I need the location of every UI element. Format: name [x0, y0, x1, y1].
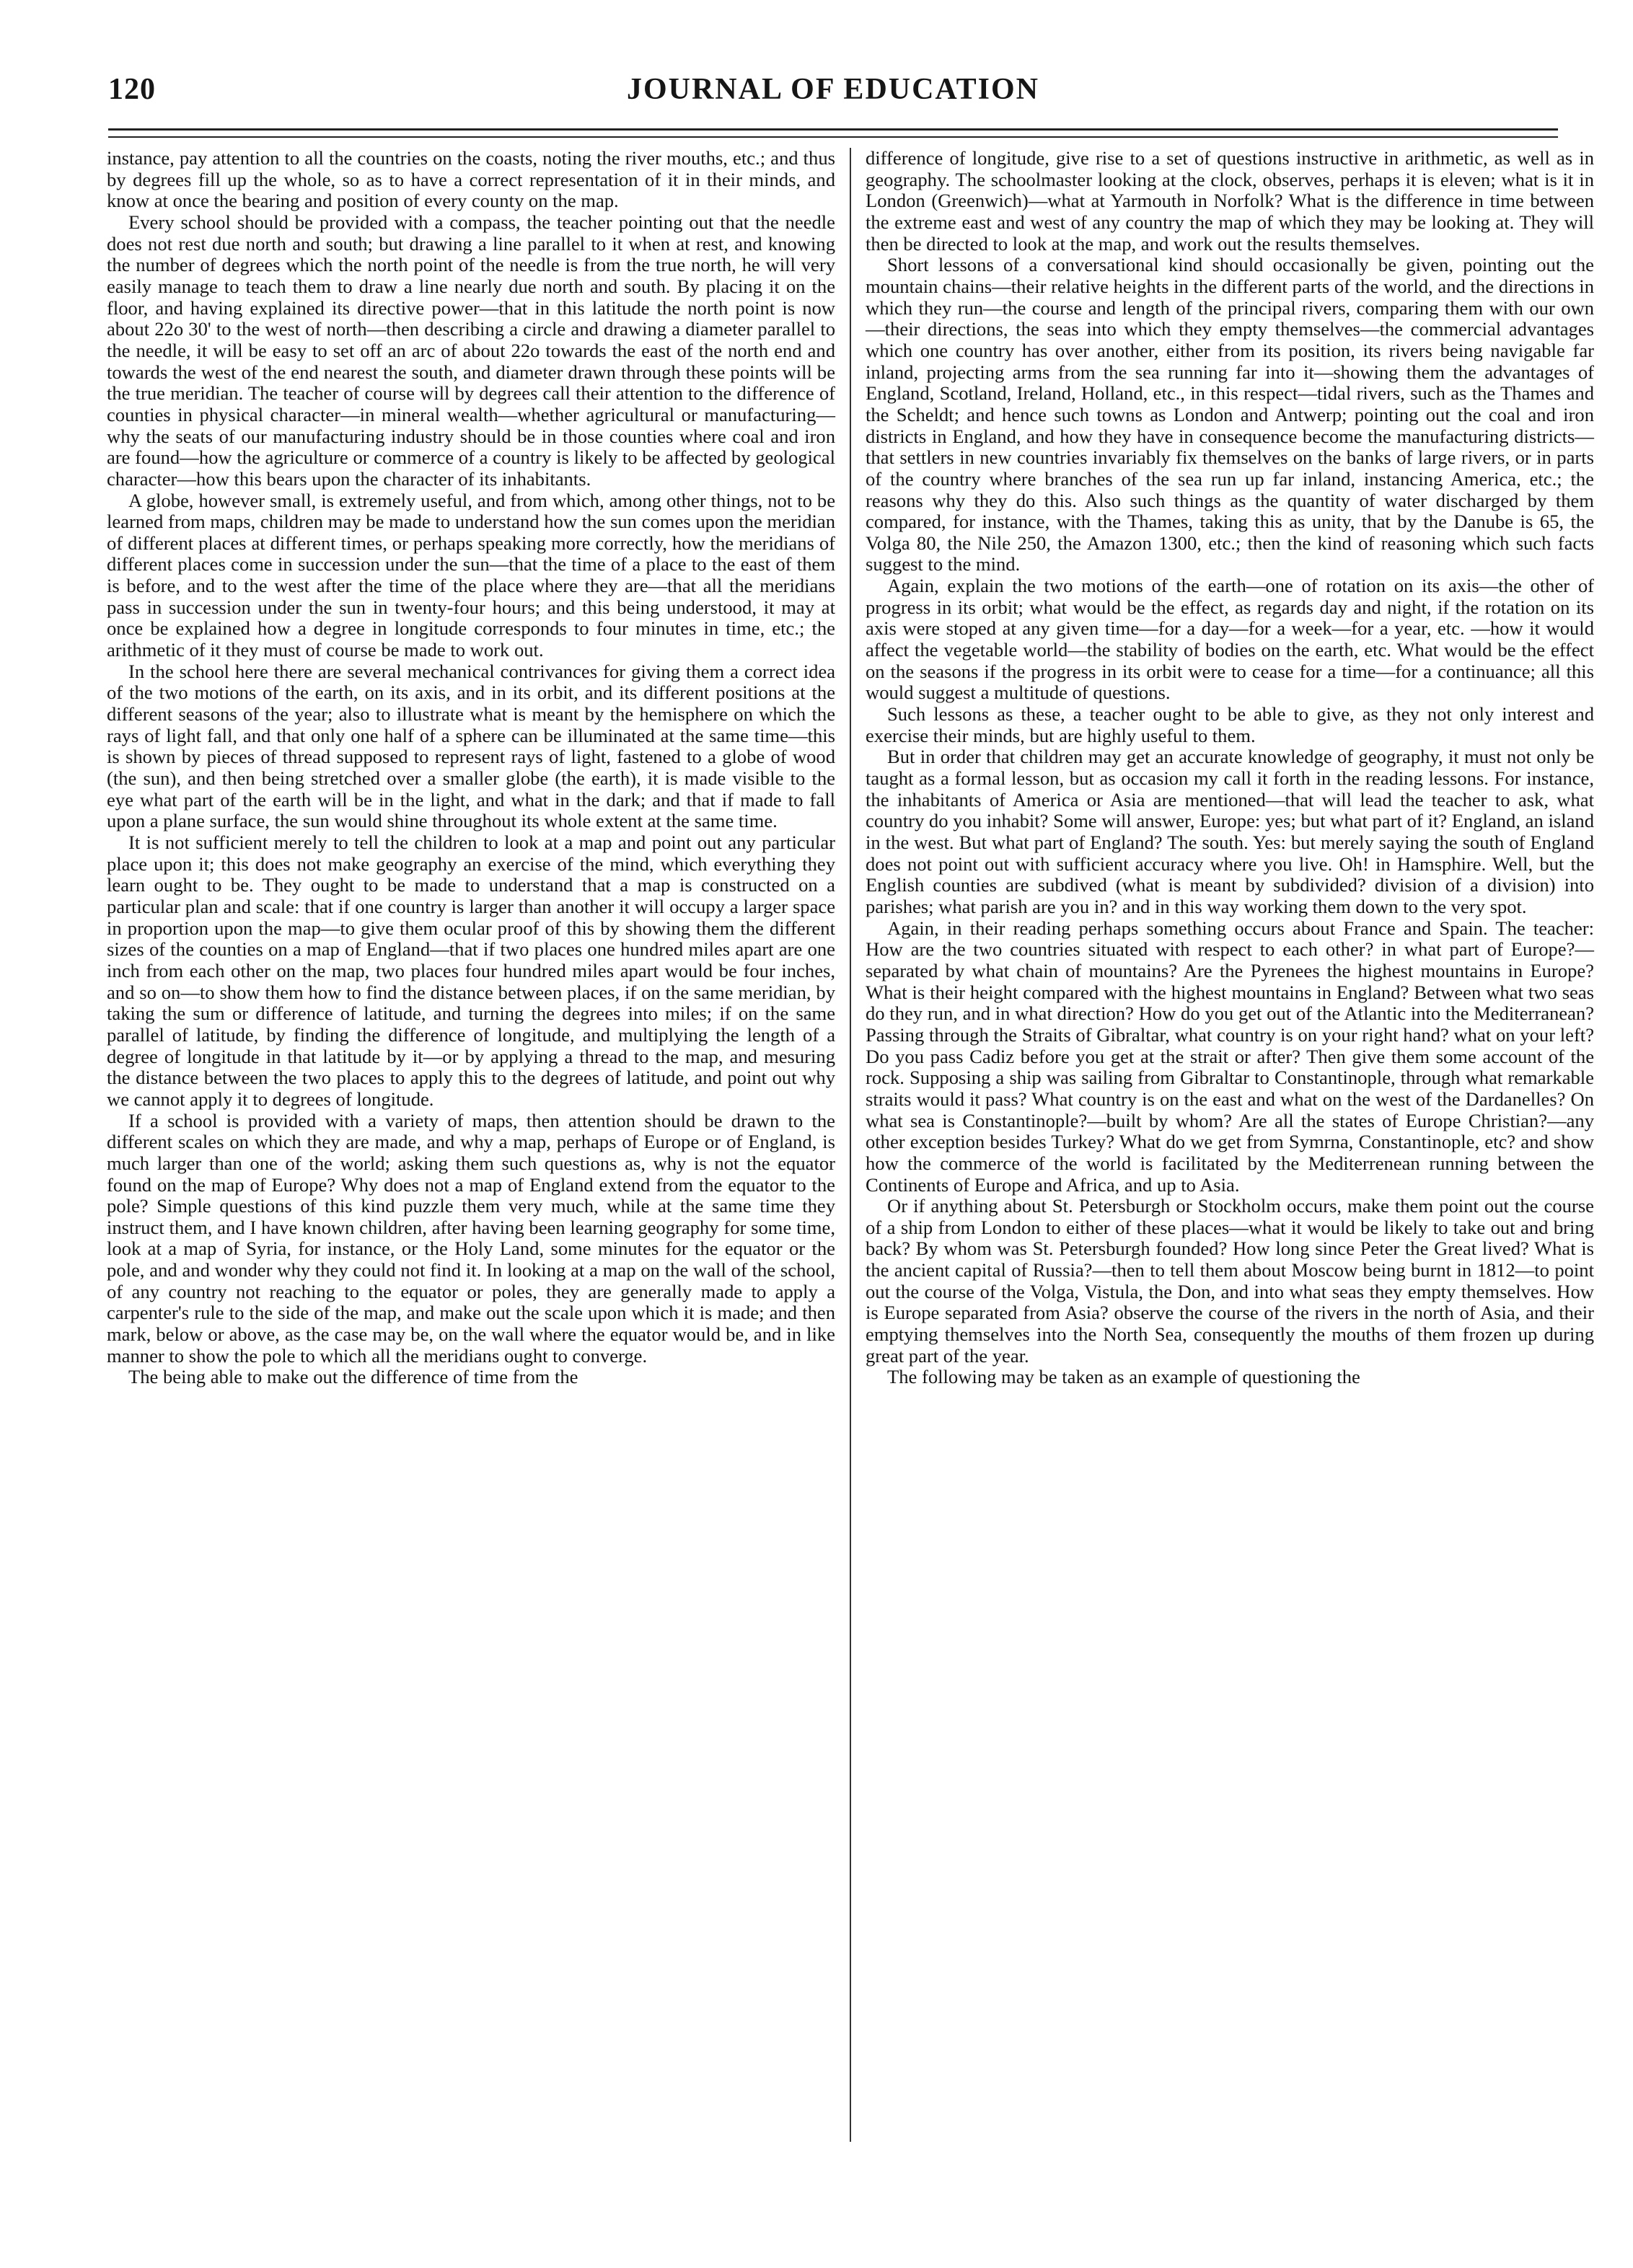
paragraph: If a school is provided with a variety of maps, then attention should be drawn to the different scales on which they are made, and why a map, perhaps of Europe or of England, is much larger than one of the world; asking them such questions as, why is not the equator found on the map of Europe? Why does not a map of England extend from the equator to the pole? Simple questions of this kind puzzle them very much, while at the same time they instruct them, and I have known children, after having been learning geography for some time, look at a map of Syria, for instance, or the Holy Land, some minutes for the equator or the pole, and and wonder why they could not find it. In looking at a map on the wall of the school, of any country not reaching to the equator or poles, they are generally made to apply a carpenter's rule to the side of the map, and make out the scale upon which it is made; and then mark, below or above, as the case may be, on the wall where the equator would be, and in like manner to show the pole to which all the meridians ought to converge.: [107, 1109, 835, 1367]
paragraph: Short lessons of a conversational kind should occasionally be given, pointing out the mountain chains—their relative heights in the different parts of the world, and the directions in which they run—the course and length of the principal rivers, comparing them with our own—their directions, the seas into which they empty themselves—the commercial advantages which one country has over another, either from its position, its rivers being navigable far inland, projecting arms from the sea running far into it—showing them the advantages of England, Scotland, Ireland, Holland, etc., in this respect—tidal rivers, such as the Thames and the Scheldt; and hence such towns as London and Antwerp; pointing out the coal and iron districts in England, and how they have in consequence become the manufacturing districts—that settlers in new countries invariably fix themselves on the banks of large rivers, or in parts of the country where branches of the sea run up far inland, instancing America, etc.; the reasons why they do this. Also such things as the quantity of water discharged by them compared, for instance, with the Thames, taking this as unity, that by the Danube is 65, the Volga 80, the Nile 250, the Amazon 1300, etc.; then the kind of reasoning which such facts suggest to the mind.: [866, 254, 1594, 575]
page-number: 120: [108, 73, 156, 106]
right-column: [866, 148, 1594, 1388]
paragraph: A globe, however small, is extremely useful, and from which, among other things, not to be learned from maps, children may be made to understand how the sun comes upon the meridian of different places at different times, or perhaps speaking more correctly, how the meridians of different places come in succession under the sun—that the time of a place to the east of them is before, and to the west after the time of the place where they are—that all the meridians pass in succession under the sun in twenty-four hours; and this being understood, it may at once be explained how a degree in longitude corresponds to four minutes in time, etc.; the arithmetic of it they must of course be made to work out.: [107, 489, 835, 661]
left-column: [107, 148, 835, 1388]
paragraph: Or if anything about St. Petersburgh or Stockholm occurs, make them point out the course of a ship from London to either of these places—what it would be likely to take out and bring back? By whom was St. Petersburgh founded? How long since Peter the Great lived? What is the ancient capital of Russia?—then to tell them about Moscow being burnt in 1812—to point out the course of the Volga, Vistula, the Don, and into what seas they empty themselves. How is Europe separated from Asia? observe the course of the rivers in the north of Asia, and their emptying themselves into the North Sea, consequently the mouths of them frozen up during great part of the year.: [866, 1195, 1594, 1367]
paragraph: It is not sufficient merely to tell the children to look at a map and point out any particular place upon it; this does not make geography an exercise of the mind, which everything they learn ought to be. They ought to be made to understand that a map is constructed on a particular plan and scale: that if one country is larger than another it will occupy a larger space in proportion upon the map—to give them ocular proof of this by showing them the different sizes of the counties on a map of England—that if two places one hundred miles apart are one inch from each other on the map, two places four hundred miles apart would be four inches, and so on—to show them how to find the distance between places, if on the same meridian, by taking the sum or difference of latitude, and turning the degrees into miles; if on the same parallel of latitude, by finding the difference of longitude, and multiplying the length of a degree of longitude in that latitude by it—or by applying a thread to the map, and mesuring the distance between the two places to apply this to the degrees of latitude, and point out why we cannot apply it to degrees of longitude.: [107, 831, 835, 1110]
paragraph: In the school here there are several mechanical contrivances for giving them a correct idea of the two motions of the earth, on its axis, and in its orbit, and its different positions at the different seasons of the year; also to illustrate what is meant by the hemisphere on which the rays of light fall, and that only one half of a sphere can be illuminated at the same time—this is shown by pieces of thread supposed to represent rays of light, fastened to a globe of wood (the sun), and then being stretched over a smaller globe (the earth), it is made visible to the eye what part of the earth will be in the light, and what in the dark; and that if made to fall upon a plane surface, the sun would shine throughout its whole extent at the same time.: [107, 660, 835, 832]
header-double-rule: [108, 128, 1558, 138]
journal-title: JOURNAL OF EDUCATION: [626, 73, 1040, 106]
paragraph: Again, explain the two motions of the earth—one of rotation on its axis—the other of progress in its orbit; what would be the effect, as regards day and night, if the rotation on its axis were stoped at any given time—for a day—for a week—for a year, etc. —how it would affect the vegetable world—the stability of bodies on the earth, etc. What would be the effect on the seasons if the progress in its orbit were to cease for a time—for a continuance; all this would suggest a multitude of questions.: [866, 575, 1594, 704]
paragraph: But in order that children may get an accurate knowledge of geography, it must not only be taught as a formal lesson, but as occasion my call it forth in the reading lessons. For instance, the inhabitants of America or Asia are mentioned—that will lead the teacher to ask, what country do you inhabit? Some will answer, Europe: yes; but what part of it? England, an island in the west. But what part of England? The south. Yes: but merely saying the south of England does not point out with sufficient accuracy where you live. Oh! in Hamsphire. Well, but the English counties are subdived (what is meant by subdivided? division of a division) into parishes; what parish are you in? and in this way working them down to the very spot.: [866, 746, 1594, 917]
running-head: [108, 72, 1558, 115]
paragraph: instance, pay attention to all the countries on the coasts, noting the river mouths, etc.; and thus by degrees fill up the whole, so as to have a correct representation of it in their minds, and know at once the bearing and position of every county on the map.: [107, 147, 835, 212]
paragraph: The being able to make out the difference of time from the: [128, 1366, 578, 1388]
paragraph: difference of longitude, give rise to a set of questions instructive in arithmetic, as well as in geography. The schoolmaster looking at the clock, observes, perhaps it is eleven; what is it in London (Greenwich)—what at Yarmouth in Norfolk? What is the difference in time between the extreme east and west of any country the map of which they may be looking at. They will then be directed to look at the map, and work out the results themselves.: [866, 147, 1594, 255]
paragraph: Again, in their reading perhaps something occurs about France and Spain. The teacher: How are the two countries situated with respect to each other? in what part of Europe?—separated by what chain of mountains? Are the Pyrenees the highest mountains in Europe? What is their height compared with the highest mountains in England? Between what two seas do they run, and in what direction? How do you get out of the Atlantic into the Mediterranean? Passing through the Straits of Gibraltar, what country is on your right hand? what on your left? Do you pass Cadiz before you get at the strait or after? Then give them some account of the rock. Supposing a ship was sailing from Gibraltar to Constantinople, through what remarkable straits would it pass? What country is on the east and what on the west of the Dardanelles? On what sea is Constantinople?—built by whom? Are all the states of Europe Christian?—any other exception besides Turkey? What do we get from Symrna, Constantinople, etc? and show how the commerce of the world is facilitated by the Mediterrenean running between the Continents of Europe and Africa, and up to Asia.: [866, 917, 1594, 1196]
paragraph: The following may be taken as an example of questioning the: [887, 1366, 1360, 1388]
paragraph: Such lessons as these, a teacher ought to be able to give, as they not only interest and exercise their minds, but are highly useful to them.: [866, 703, 1594, 746]
paragraph: Every school should be provided with a compass, the teacher pointing out that the needle does not rest due north and south; but drawing a line parallel to it when at rest, and knowing the number of degrees which the north point of the needle is from the true north, he will very easily manage to teach them to draw a line nearly due north and south. By placing it on the floor, and having explained its directive power—that in this latitude the north point is now about 22o 30' to the west of north—then describing a circle and drawing a diameter parallel to the needle, it will be easy to set off an arc of about 22o towards the east of the north end and towards the west of the end nearest the south, and diameter drawn through these points will be the true meridian. The teacher of course will by degrees call their attention to the difference of counties in physical character—in mineral wealth—whether agricultural or manufacturing—why the seats of our manufacturing industry should be in those counties where coal and iron are found—how the agriculture or commerce of a country is likely to be affected by geological character—how this bears upon the character of its inhabitants.: [107, 211, 835, 490]
column-divider: [850, 148, 851, 2142]
